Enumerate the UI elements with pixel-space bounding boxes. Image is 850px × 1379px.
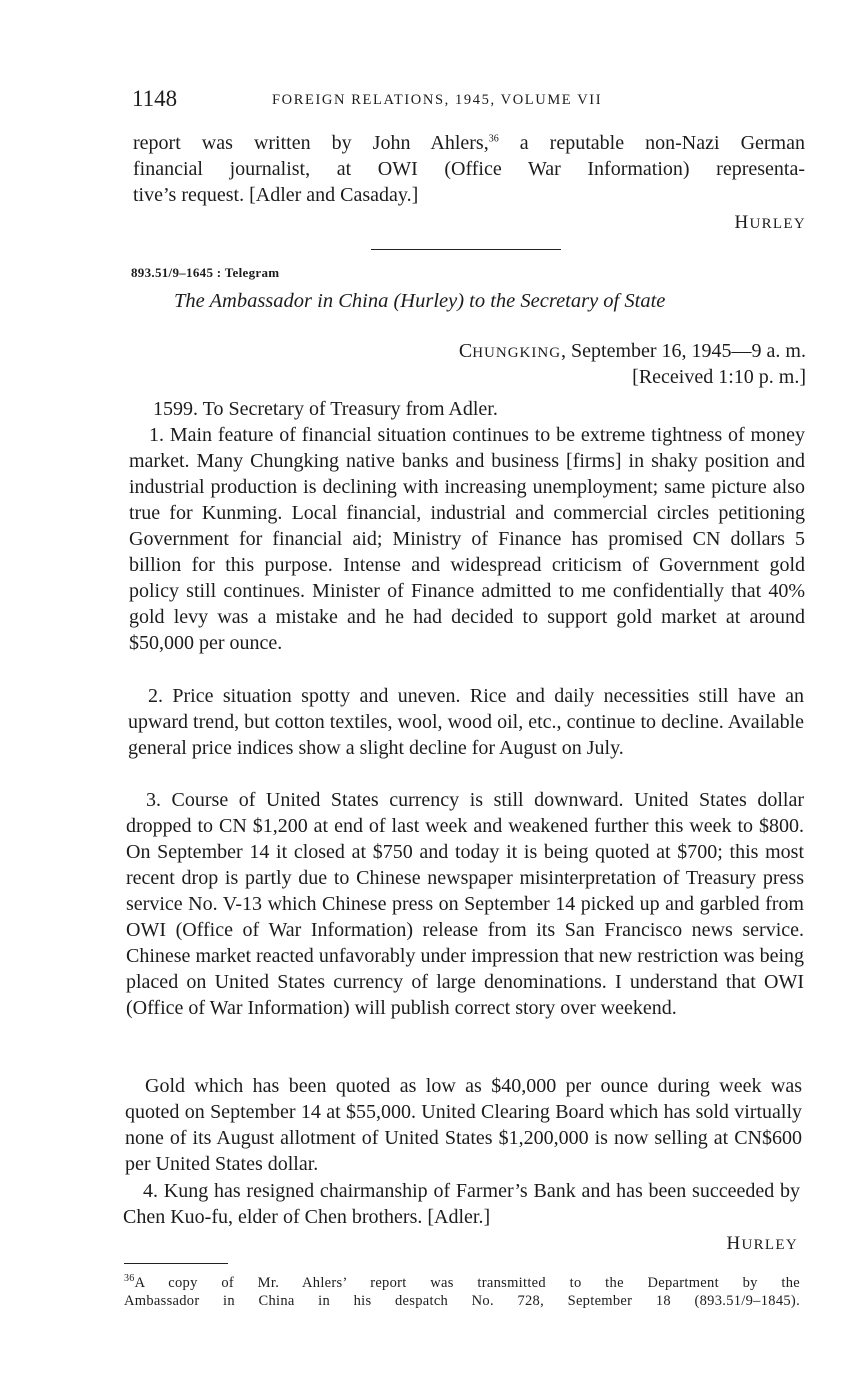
paragraph-3: 3. Course of United States currency is still downward. United States dollar dropped to CN $1,200 at end of last week and weakened further this week to $800. On September 14 it closed at $750 and today it is being quoted at $700; this most recent drop is partly due to Chinese newspaper misinterpretation of Treasury press service No. V-13 which Chinese press on September 14 picked up and garbled from OWI (Office of War Information) release from its San Francisco news service. Chinese market reacted unfavorably under impression that new restriction was being placed on United States currency of large denominations. I understand that OWI (Office of War Information) will publish correct story over weekend. [126, 789, 804, 1019]
running-header [132, 86, 808, 114]
continuation-line: report was written by John Ahlers,$^{36}$ a reputable non-Nazi German [133, 132, 805, 154]
dateline: CHUNGKING, September 16, 1945—9 a. m. [458, 340, 806, 362]
footnote: $^{36}$A copy of Mr. Ahlers’ report was transmitted to the Department by the Ambassador in China in his despatch No. 728, September 18 (893.51/9–1845). [124, 1273, 800, 1309]
telegram-opening: 1599. To Secretary of Treasury from Adler. [153, 398, 498, 420]
continuation-text [133, 130, 805, 208]
signature: HURLEY [726, 1233, 798, 1254]
footnote-ref: 36 [488, 133, 499, 145]
page-number: 1148 [132, 86, 178, 111]
footnote-marker: 36 [124, 1273, 135, 1285]
paragraph-1: 1. Main feature of financial situation continues to be extreme tightness of money market. Many Chungking native banks and business [firms] in shaky position and industrial production is declining with increasing unemployment; same picture also true for Kunming. Local financial, industrial and commercial circles petitioning Government for financial aid; Ministry of Finance has promised CN dollars 5 billion for this purpose. Intense and widespread criticism of Government gold policy still continues. Minister of Finance admitted to me confidentially that 40% gold levy was a mistake and he had decided to support gold market at around $50,000 per ounce. [129, 424, 805, 654]
paragraph-5: 4. Kung has resigned chairmanship of Farmer’s Bank and has been succeeded by Chen Kuo-fu, elder of Chen brothers. [Adler.] [123, 1180, 800, 1228]
continuation-line: tive’s request. [Adler and Casaday.] [133, 184, 419, 206]
continuation-line: financial journalist, at OWI (Office War Information) representa- [133, 158, 805, 180]
document-title: The Ambassador in China (Hurley) to the Secretary of State [174, 290, 666, 312]
paragraph-2: 2. Price situation spotty and uneven. Rice and daily necessities still have an upward trend, but cotton textiles, wool, wood oil, etc., continue to decline. Available general price indices show a slight decline for August on July. [128, 685, 804, 759]
running-title: FOREIGN RELATIONS, 1945, VOLUME VII [272, 92, 603, 108]
section-divider [371, 249, 561, 250]
file-number: 893.51/9–1645 : Telegram [131, 265, 280, 280]
footnote-divider [124, 1263, 228, 1264]
paragraph-4: Gold which has been quoted as low as $40,000 per ounce during week was quoted on September 14 at $55,000. United Clearing Board which has sold virtually none of its August allotment of United States $1,200,000 is now selling at CN$600 per United States dollar. [125, 1075, 802, 1175]
signature: HURLEY [734, 212, 806, 233]
received-line: [Received 1:10 p. m.] [632, 366, 806, 388]
